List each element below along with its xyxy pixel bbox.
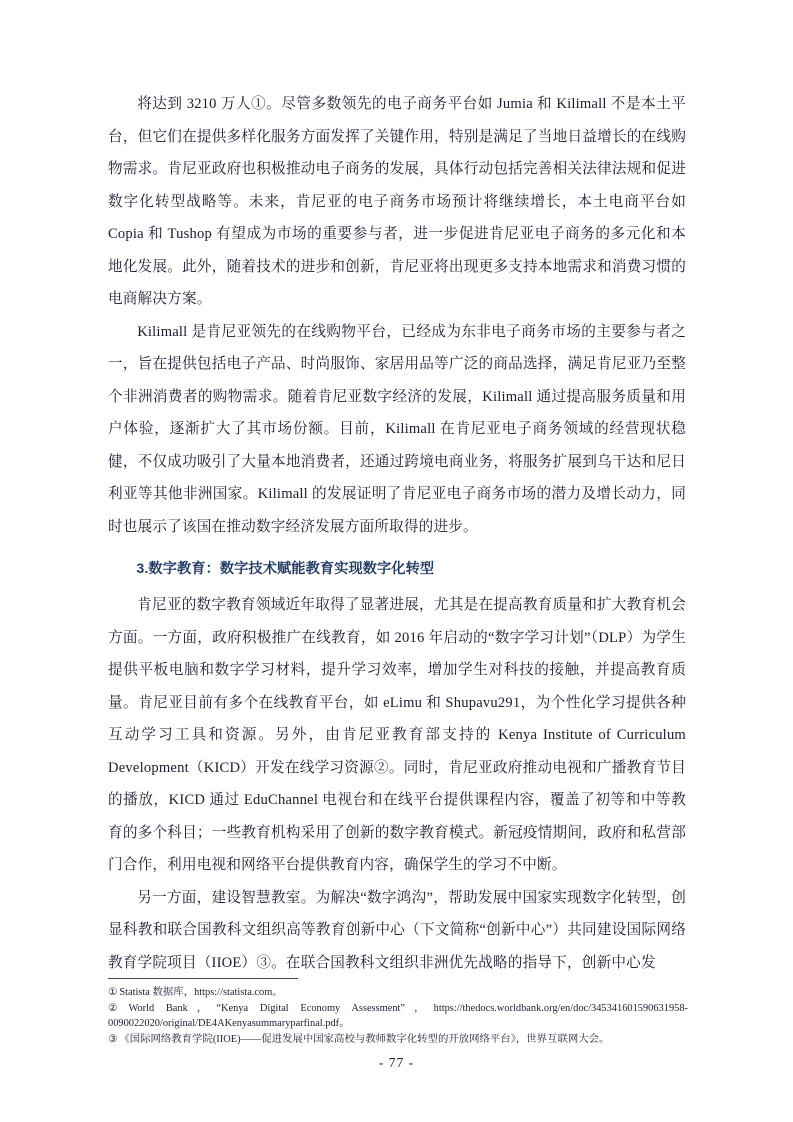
paragraph-4: 另一方面，建设智慧教室。为解决“数字鸿沟”，帮助发展中国家实现数字化转型，创显科教和联合国教科文组织高等教育创新中心（下文简称“创新中心”）共同建设国际网络教育学院项目（IIOE）③。在联合国教科文组织非洲优先战略的指导下，创新中心发 xyxy=(108,889,686,971)
page-body xyxy=(108,88,686,979)
footnote-text: 《国际网络教育学院(IIOE)——促进发展中国家高校与教师数字化转型的开放网络平台》，世界互联网大会。 xyxy=(119,1033,610,1045)
page-number: - 77 - xyxy=(378,1055,415,1070)
footnote-item xyxy=(108,1032,688,1048)
footnote-mark: ② xyxy=(108,1002,127,1014)
footnote-mark: ③ xyxy=(108,1033,118,1045)
footnote-text: World Bank，“Kenya Digital Economy Assessment”，https://thedocs.worldbank.org/en/doc/345341601590631958-0090022020/original/DE4AKenyasummaryparfinal.pdf。 xyxy=(108,1002,688,1030)
footnote-item xyxy=(108,985,688,1001)
paragraph-1: 将达到 3210 万人①。尽管多数领先的电子商务平台如 Jumia 和 Kilimall 不是本土平台，但它们在提供多样化服务方面发挥了关键作用，特别是满足了当地日益增长的在线购物需求。肯尼亚政府也积极推动电子商务的发展，具体行动包括完善相关法律法规和促进数字化转型战略等。未来，肯尼亚的电子商务市场预计将继续增长，本土电商平台如 Copia 和 Tushop 有望成为市场的重要参与者，进一步促进肯尼亚电子商务的多元化和本地化发展。此外，随着技术的进步和创新，肯尼亚将出现更多支持本地需求和消费习惯的电商解决方案。 xyxy=(108,96,686,307)
footnote-area xyxy=(108,978,688,1047)
section-heading: 3.数字教育：数字技术赋能教育实现数字化转型 xyxy=(136,561,435,577)
footnote-text: Statista 数据库，https://statista.com。 xyxy=(119,987,283,998)
paragraph-2: Kilimall 是肯尼亚领先的在线购物平台，已经成为东非电子商务市场的主要参与者之一，旨在提供包括电子产品、时尚服饰、家居用品等广泛的商品选择，满足肯尼亚乃至整个非洲消费者的购物需求。随着肯尼亚数字经济的发展，Kilimall 通过提高服务质量和用户体验，逐渐扩大了其市场份额。目前，Kilimall 在肯尼亚电子商务领域的经营现状稳健，不仅成功吸引了大量本地消费者，还通过跨境电商业务，将服务扩展到乌干达和尼日利亚等其他非洲国家。Kilimall 的发展证明了肯尼亚电子商务市场的潜力及增长动力，同时也展示了该国在推动数字经济发展方面所取得的进步。 xyxy=(108,323,686,535)
footnote-mark: ① xyxy=(108,987,118,998)
footnote-item xyxy=(108,1001,688,1032)
footnote-separator xyxy=(108,978,298,979)
paragraph-3: 肯尼亚的数字教育领域近年取得了显著进展，尤其是在提高教育质量和扩大教育机会方面。一方面，政府积极推广在线教育，如 2016 年启动的“数字学习计划”（DLP）为学生提供平板电脑和数字学习材料，提升学习效率，增加学生对科技的接触，并提高教育质量。肯尼亚目前有多个在线教育平台，如 eLimu 和 Shupavu291，为个性化学习提供各种互动学习工具和资源。另外，由肯尼亚教育部支持的 Kenya Institute of Curriculum Development（KICD）开发在线学习资源②。同时，肯尼亚政府推动电视和广播教育节目的播放，KICD 通过 EduChannel 电视台和在线平台提供课程内容，覆盖了初等和中等教育的多个科目；一些教育机构采用了创新的数字教育模式。新冠疫情期间，政府和私营部门合作，利用电视和网络平台提供教育内容，确保学生的学习不中断。 xyxy=(108,597,686,873)
